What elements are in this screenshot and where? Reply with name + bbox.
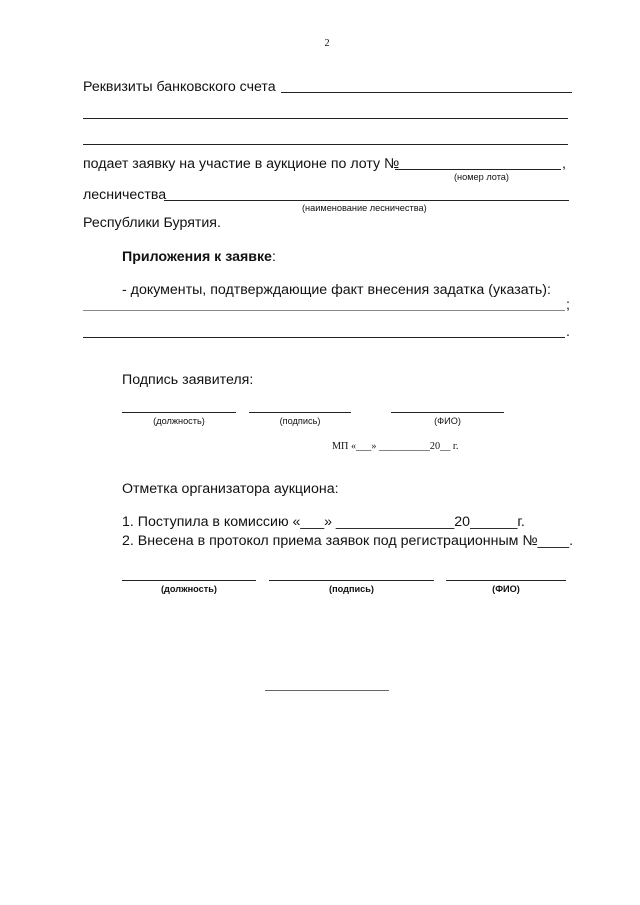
organizer-name-field[interactable] (446, 580, 566, 581)
bank-requisites-label: Реквизиты банковского счета (83, 79, 276, 95)
attachments-item: - документы, подтверждающие факт внесения задатка (указать): (122, 282, 551, 298)
attachments-heading-colon: : (271, 249, 276, 265)
bank-requisites-line-2[interactable] (83, 118, 568, 119)
forestry-name-hint: (наименование лесничества) (302, 203, 427, 213)
stamp-date-line: МП «___» __________20__ г. (332, 441, 459, 452)
attachments-line-2-end: . (566, 324, 570, 340)
forestry-name-field[interactable] (164, 200, 569, 201)
organizer-received-line: 1. Поступила в комиссию «___» _______________20______г. (122, 514, 525, 530)
applicant-signature-label: Подпись заявителя: (122, 372, 254, 388)
attachments-line-2[interactable] (83, 337, 565, 338)
applicant-position-caption: (должность) (153, 416, 205, 426)
attachments-line-1-end: ; (566, 297, 570, 313)
organizer-position-caption: (должность) (161, 584, 217, 594)
organizer-mark-heading: Отметка организатора аукциона: (122, 481, 339, 497)
bank-requisites-line-3[interactable] (83, 144, 568, 145)
republic-text: Республики Бурятия. (83, 215, 221, 231)
attachments-line-1[interactable] (83, 310, 565, 311)
applicant-name-caption: (ФИО) (434, 416, 461, 426)
organizer-signature-caption: (подпись) (329, 584, 374, 594)
lot-number-field[interactable] (395, 169, 561, 170)
applicant-signature-caption: (подпись) (279, 416, 321, 426)
organizer-position-field[interactable] (122, 580, 256, 581)
applicant-position-field[interactable] (122, 412, 236, 413)
organizer-signature-field[interactable] (269, 580, 434, 581)
page-number: 2 (324, 38, 330, 49)
attachments-heading (122, 249, 276, 265)
lot-statement: подает заявку на участие в аукционе по лоту № (83, 156, 400, 172)
applicant-name-field[interactable] (391, 412, 504, 413)
applicant-signature-field[interactable] (249, 412, 351, 413)
closing-divider (265, 690, 389, 691)
forestry-label: лесничества (83, 187, 167, 203)
organizer-name-caption: (ФИО) (492, 584, 520, 594)
attachments-heading-text: Приложения к заявке (122, 249, 272, 265)
lot-number-hint: (номер лота) (454, 172, 509, 182)
bank-requisites-line-1[interactable] (281, 92, 572, 93)
lot-end-mark: , (562, 156, 566, 172)
organizer-protocol-line: 2. Внесена в протокол приема заявок под регистрационным №____. (122, 533, 574, 549)
